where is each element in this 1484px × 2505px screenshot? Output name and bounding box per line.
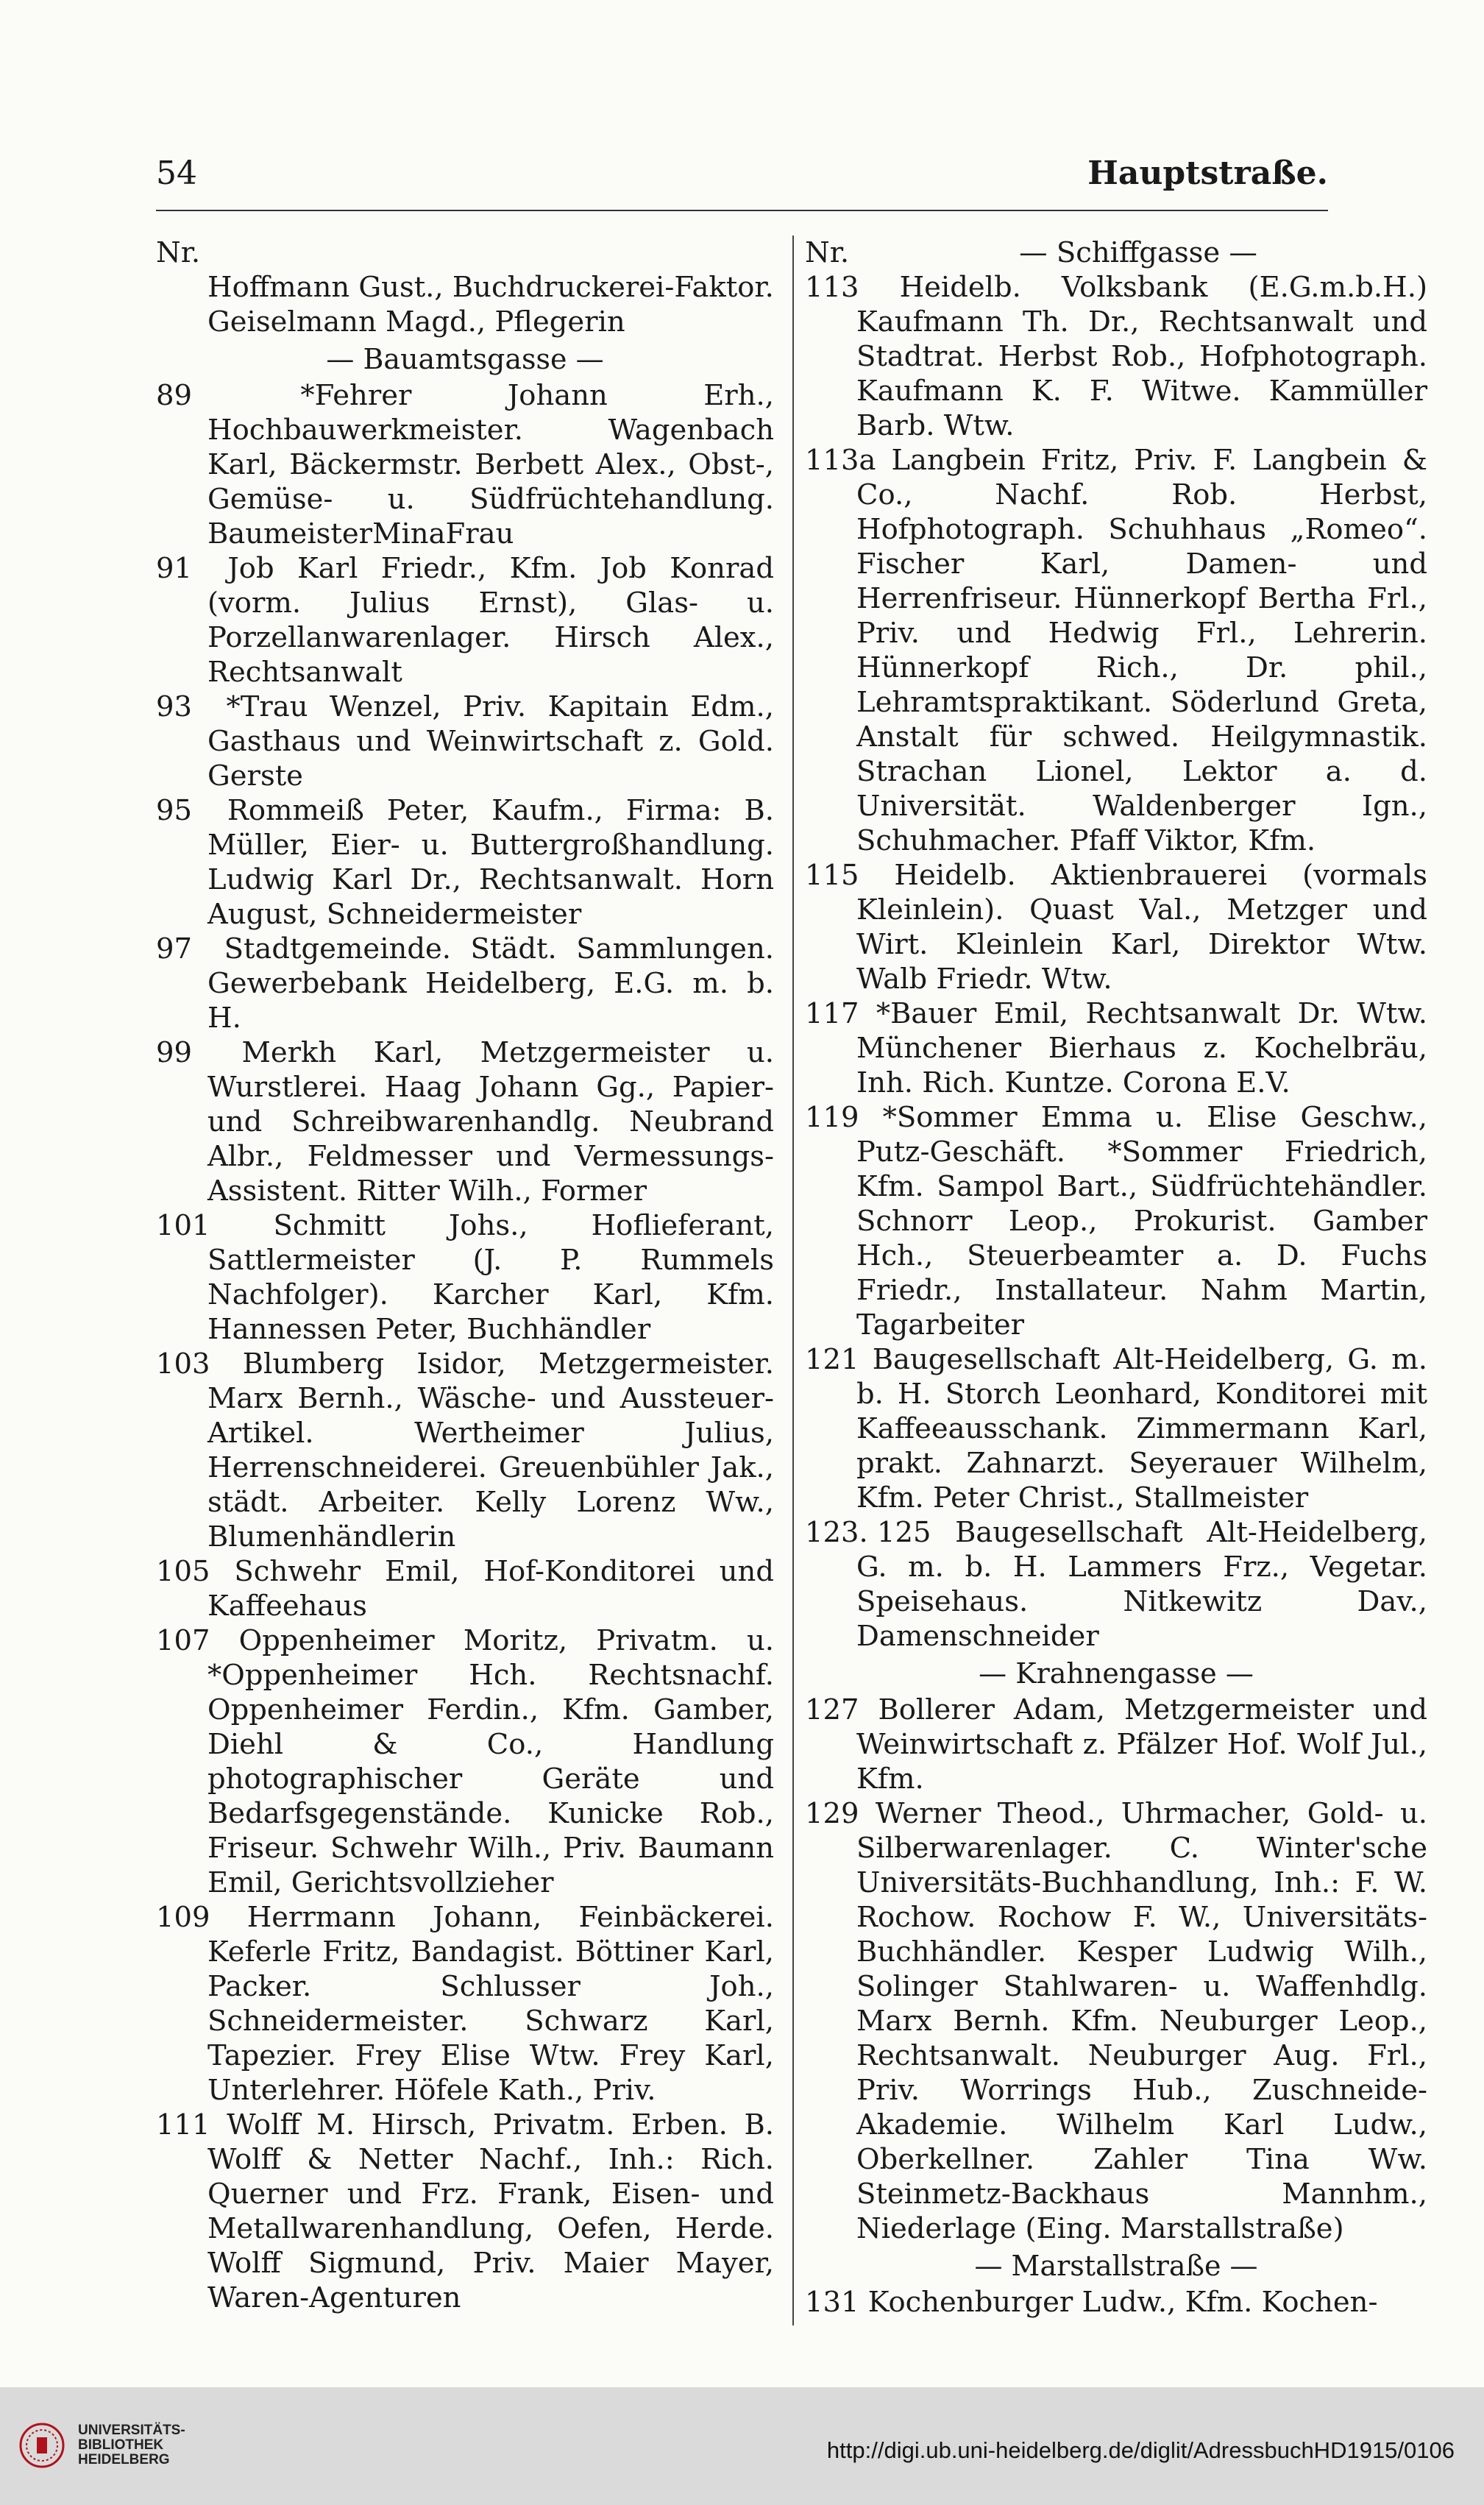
entry-text: Merkh Karl, Metzgermeister u. Wurstlerei. Haag Johann Gg., Papier- und Schreibwarenhandlg. Neubrand Albr., Feldmesser und Vermessungs-Assistent. Ritter Wilh., Former [207,1036,774,1208]
entry-text: Blumberg Isidor, Metzgermeister. Marx Bernh., Wäsche- und Aussteuer-Artikel. Wertheimer Julius, Herrenschneiderei. Greuenbühler Jak., städt. Arbeiter. Kelly Lorenz Ww., Blumenhändlerin [207,1347,774,1553]
header-rule [156,210,1328,211]
entry-text: Wolff M. Hirsch, Privatm. Erben. B. Wolff & Netter Nachf., Inh.: Rich. Querner und Frz. Frank, Eisen- und Metallwarenhandlung, Oefen, Herde. Wolff Sigmund, Priv. Maier Mayer, Waren-Agenturen [207,2108,774,2314]
right-entries [805,270,1427,2320]
left-column [156,235,774,2315]
address-entry [156,378,774,551]
entry-text: Heidelb. Aktienbrauerei (vormals Kleinlein). Quast Val., Metzger und Wirt. Kleinlein Karl, Direktor Wtw. Walb Friedr. Wtw. [856,859,1427,996]
entry-text: *Fehrer Johann Erh., Hochbauwerkmeister. Wagenbach Karl, Bäckermstr. Berbett Alex., Obst-, Gemüse- u. Südfrüchtehandlung. BaumeisterMinaFrau [207,379,774,550]
column-divider [792,235,794,2325]
entry-continuation: Geiselmann Magd., Pflegerin [207,305,625,339]
address-entry [156,690,774,793]
house-number: 95 [156,794,192,827]
entry-text: Schwehr Emil, Hof-Konditorei und Kaffeehaus [207,1555,774,1623]
address-entry [805,858,1427,996]
house-number: 103 [156,1347,210,1381]
house-number: 127 [805,1693,859,1726]
house-number: 121 [805,1343,859,1376]
address-entry [156,1035,774,1208]
house-number: 115 [805,859,859,892]
house-number: 89 [156,379,192,412]
entry-text: Bollerer Adam, Metzgermeister und Weinwirtschaft z. Pfälzer Hof. Wolf Jul., Kfm. [856,1693,1427,1796]
house-number: 91 [156,552,192,585]
address-entry [805,270,1427,443]
right-column-head [805,235,1427,270]
logo-text [78,2423,185,2467]
entry-text: Baugesellschaft Alt-Heidelberg, G. m. b. H. Storch Leonhard, Konditorei mit Kaffeeausschank. Zimmermann Karl, prakt. Zahnarzt. Seyerauer Wilhelm, Kfm. Peter Christ., Stallmeister [856,1343,1427,1514]
house-number: 117 [805,997,859,1030]
street-heading: — Krahnengasse — [979,1657,1254,1690]
address-entry [156,2108,774,2315]
logo-line: UNIVERSITÄTS- [78,2423,185,2438]
address-entry [156,1208,774,1347]
address-entry [805,996,1427,1100]
page-number: 54 [156,155,197,192]
entry-text: Stadtgemeinde. Städt. Sammlungen. Gewerbebank Heidelberg, E.G. m. b. H. [207,932,774,1035]
entry-text: Baugesellschaft Alt-Heidelberg, G. m. b. H. Lammers Frz., Vegetar. Speisehaus. Nitkewitz Dav., Damenschneider [856,1516,1427,1653]
logo-line: HEIDELBERG [78,2452,170,2467]
house-number: 107 [156,1624,210,1657]
entry-text: Langbein Fritz, Priv. F. Langbein & Co., Nachf. Rob. Herbst, Hofphotograph. Schuhhaus „Romeo“. Fischer Karl, Damen- und Herrenfriseur. Hünnerkopf Bertha Frl., Priv. und Hedwig Frl., Lehrerin. Hünnerkopf Rich., Dr. phil., Lehramtspraktikant. Söderlund Greta, Anstalt für schwed. Heilgymnastik. Strachan Lionel, Lektor a. d. Universität. Waldenberger Ign., Schuhmacher. Pfaff Viktor, Kfm. [856,444,1427,857]
page-title: Hauptstraße. [1087,155,1328,192]
house-number: 113a [805,444,876,477]
address-entry [156,793,774,932]
entry-text: *Sommer Emma u. Elise Geschw., Putz-Geschäft. *Sommer Friedrich, Kfm. Sampol Bart., Südfrüchtehändler. Schnorr Leop., Prokurist. Gamber Hch., Steuerbeamter a. D. Fuchs Friedr., Installateur. Nahm Martin, Tagarbeiter [856,1101,1427,1342]
house-number: 101 [156,1209,210,1242]
entry-text: Kochenburger Ludw., Kfm. Kochen- [867,2286,1378,2319]
street-heading: — Marstallstraße — [974,2250,1258,2282]
address-entry [156,551,774,690]
entry-text: Schmitt Johs., Hoflieferant, Sattlermeister (J. P. Rummels Nachfolger). Karcher Karl, Kfm. Hannessen Peter, Buchhändler [207,1209,774,1346]
house-number: 109 [156,1901,210,1934]
address-entry [805,443,1427,858]
entry-text: Oppenheimer Moritz, Privatm. u. *Oppenheimer Hch. Rechtsnachf. Oppenheimer Ferdin., Kfm. Gamber, Diehl & Co., Handlung photographischer Geräte und Bedarfsgegenstände. Kunicke Rob., Friseur. Schwehr Wilh., Priv. Baumann Emil, Gerichtsvollzieher [207,1624,774,1899]
house-number: 123. 125 [805,1516,931,1549]
logo-line: BIBLIOTHEK [78,2437,164,2453]
entry-continuation: Hoffmann Gust., Buchdruckerei-Faktor. [207,271,774,304]
left-entries [156,270,774,2315]
address-entry [156,1623,774,1900]
source-url-link[interactable]: http://digi.ub.uni-heidelberg.de/diglit/AdressbuchHD1915/0106 [826,2437,1455,2463]
address-entry [805,1515,1427,1654]
house-number: 105 [156,1555,210,1588]
entry-text: Job Karl Friedr., Kfm. Job Konrad (vorm. Julius Ernst), Glas- u. Porzellanwarenlager. Hirsch Alex., Rechtsanwalt [207,552,774,689]
entry-text: *Trau Wenzel, Priv. Kapitain Edm., Gasthaus und Weinwirtschaft z. Gold. Gerste [207,690,774,793]
entry-text: *Bauer Emil, Rechtsanwalt Dr. Wtw. Münchener Bierhaus z. Kochelbräu, Inh. Rich. Kuntze. Corona E.V. [856,997,1427,1099]
house-number: 111 [156,2108,210,2141]
address-entry [156,1900,774,2108]
house-number: 119 [805,1101,859,1134]
address-entry [805,1100,1427,1342]
address-entry [156,932,774,1035]
house-number: 99 [156,1036,192,1069]
entry-text: Werner Theod., Uhrmacher, Gold- u. Silberwarenlager. C. Winter'sche Universitäts-Buchhandlung, Inh.: F. W. Rochow. Rochow F. W., Universitäts-Buchhändler. Kesper Ludwig Wilh., Solinger Stahlwaren- u. Waffenhdlg. Marx Bernh. Kfm. Neuburger Leop., Rechtsanwalt. Neuburger Aug. Frl., Priv. Worrings Hub., Zuschneide-Akademie. Wilhelm Karl Ludw., Oberkellner. Zahler Tina Ww. Steinmetz-Backhaus Mannhm., Niederlage (Eing. Marstallstraße) [856,1797,1427,2245]
house-number: 131 [805,2286,859,2319]
nr-label: Nr. [156,236,201,269]
address-entry [156,1554,774,1623]
house-number: 97 [156,932,192,965]
library-logo[interactable] [19,2423,185,2468]
address-entry [805,1693,1427,1796]
street-heading: — Bauamtsgasse — [326,343,604,375]
left-column-head [156,235,774,270]
seal-icon [19,2423,65,2468]
address-entry [805,1796,1427,2246]
address-entry [156,1347,774,1554]
house-number: 93 [156,690,192,723]
nr-label: Nr. [805,236,850,269]
right-column [805,235,1427,2320]
address-entry [805,2285,1427,2320]
house-number: 129 [805,1797,859,1830]
entry-text: Herrmann Johann, Feinbäckerei. Keferle Fritz, Bandagist. Böttiner Karl, Packer. Schlusser Joh., Schneidermeister. Schwarz Karl, Tapezier. Frey Elise Wtw. Frey Karl, Unterlehrer. Höfele Kath., Priv. [207,1901,774,2107]
street-heading: — Schiffgasse — [1019,236,1257,269]
address-entry [805,1342,1427,1515]
house-number: 113 [805,271,859,304]
entry-text: Rommeiß Peter, Kaufm., Firma: B. Müller, Eier- u. Buttergroßhandlung. Ludwig Karl Dr., Rechtsanwalt. Horn August, Schneidermeister [207,794,774,931]
entry-text: Heidelb. Volksbank (E.G.m.b.H.) Kaufmann Th. Dr., Rechtsanwalt und Stadtrat. Herbst Rob., Hofphotograph. Kaufmann K. F. Witwe. Kammüller Barb. Wtw. [856,271,1427,442]
